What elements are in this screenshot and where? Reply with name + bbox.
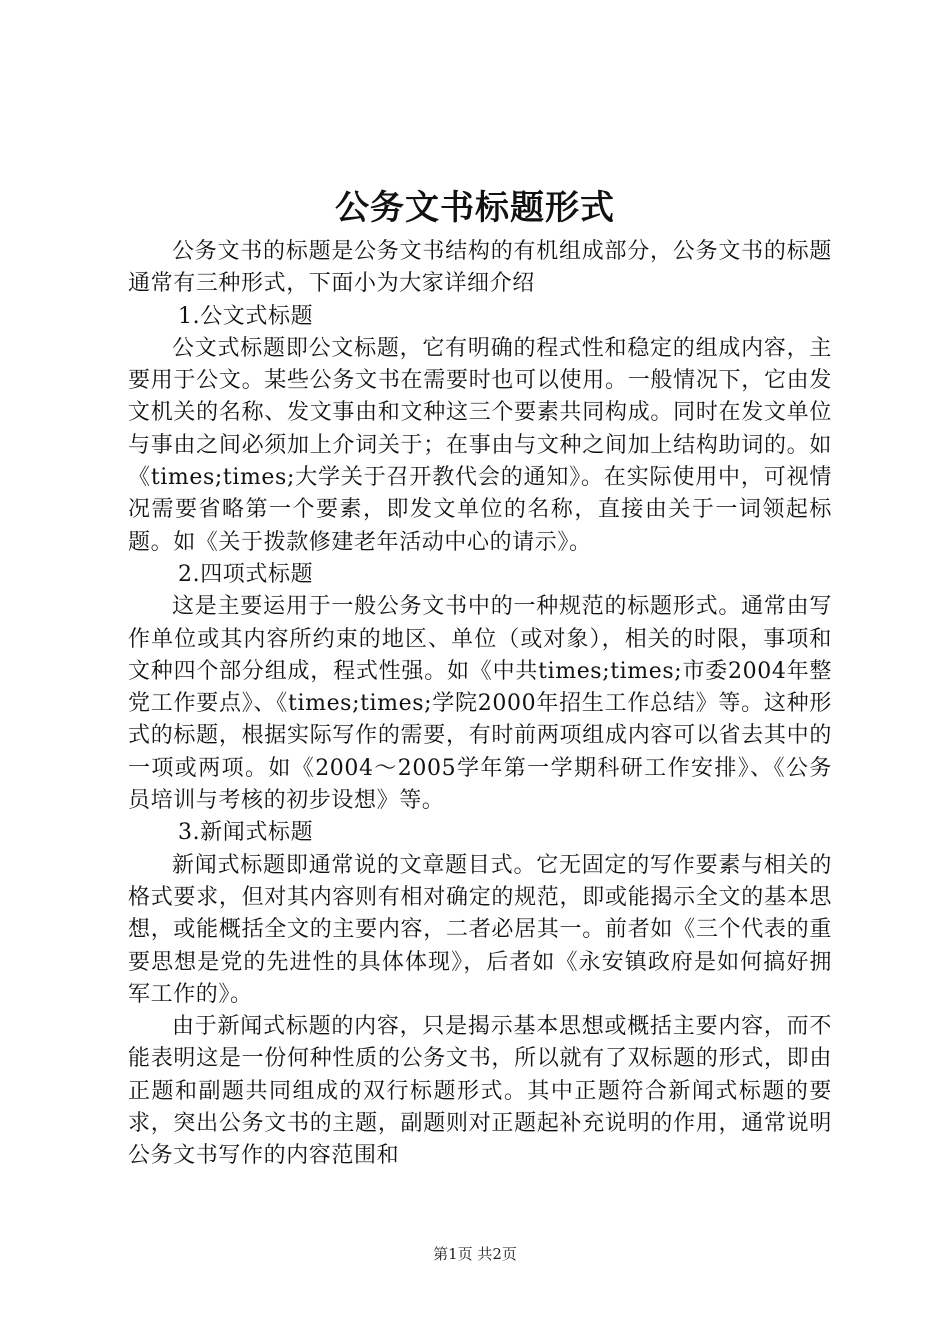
section-1-paragraph-1: 公文式标题即公文标题，它有明确的程式性和稳定的组成内容，主要用于公文。某些公务文书在需要时也可以使用。一般情况下，它由发文机关的名称、发文事由和文种这三个要素共同构成。同时在发文单位与事由之间必须加上介词关于；在事由与文种之间加上结构助词的。如《times;times;大学关于召开教代会的通知》。在实际使用中，可视情况需要省略第一个要素，即发文单位的名称，直接由关于一词领起标题。如《关于拨款修建老年活动中心的请示》。	[128, 335, 832, 555]
intro-paragraph: 公务文书的标题是公务文书结构的有机组成部分，公务文书的标题通常有三种形式，下面小为大家详细介绍	[128, 239, 832, 297]
section-3-paragraph-2: 由于新闻式标题的内容，只是揭示基本思想或概括主要内容，而不能表明这是一份何种性质的公务文书，所以就有了双标题的形式，即由正题和副题共同组成的双行标题形式。其中正题符合新闻式标题的要求，突出公务文书的主题，副题则对正题起补充说明的作用，通常说明公务文书写作的内容范围和	[128, 1014, 832, 1169]
document-body	[128, 236, 832, 1173]
section-3-paragraph-1: 新闻式标题即通常说的文章题目式。它无固定的写作要素与相关的格式要求，但对其内容则有相对确定的规范，即或能揭示全文的基本思想，或能概括全文的主要内容，二者必居其一。前者如《三个代表的重要思想是党的先进性的具体体现》，后者如《永安镇政府是如何搞好拥军工作的》。	[128, 852, 832, 1007]
document-title: 公务文书标题形式	[335, 188, 615, 228]
section-heading-2: 2.四项式标题	[178, 561, 314, 587]
section-2-paragraph-1: 这是主要运用于一般公务文书中的一种规范的标题形式。通常由写作单位或其内容所约束的地区、单位（或对象），相关的时限，事项和文种四个部分组成，程式性强。如《中共times;times;市委2004年整党工作要点》、《times;times;学院2000年招生工作总结》等。这种形式的标题，根据实际写作的需要，有时前两项组成内容可以省去其中的一项或两项。如《2004～2005学年第一学期科研工作安排》、《公务员培训与考核的初步设想》等。	[128, 594, 832, 814]
section-heading-3: 3.新闻式标题	[178, 820, 314, 846]
section-heading-1: 1.公文式标题	[178, 303, 314, 329]
page-number-footer: 第1页 共2页	[433, 1245, 517, 1263]
